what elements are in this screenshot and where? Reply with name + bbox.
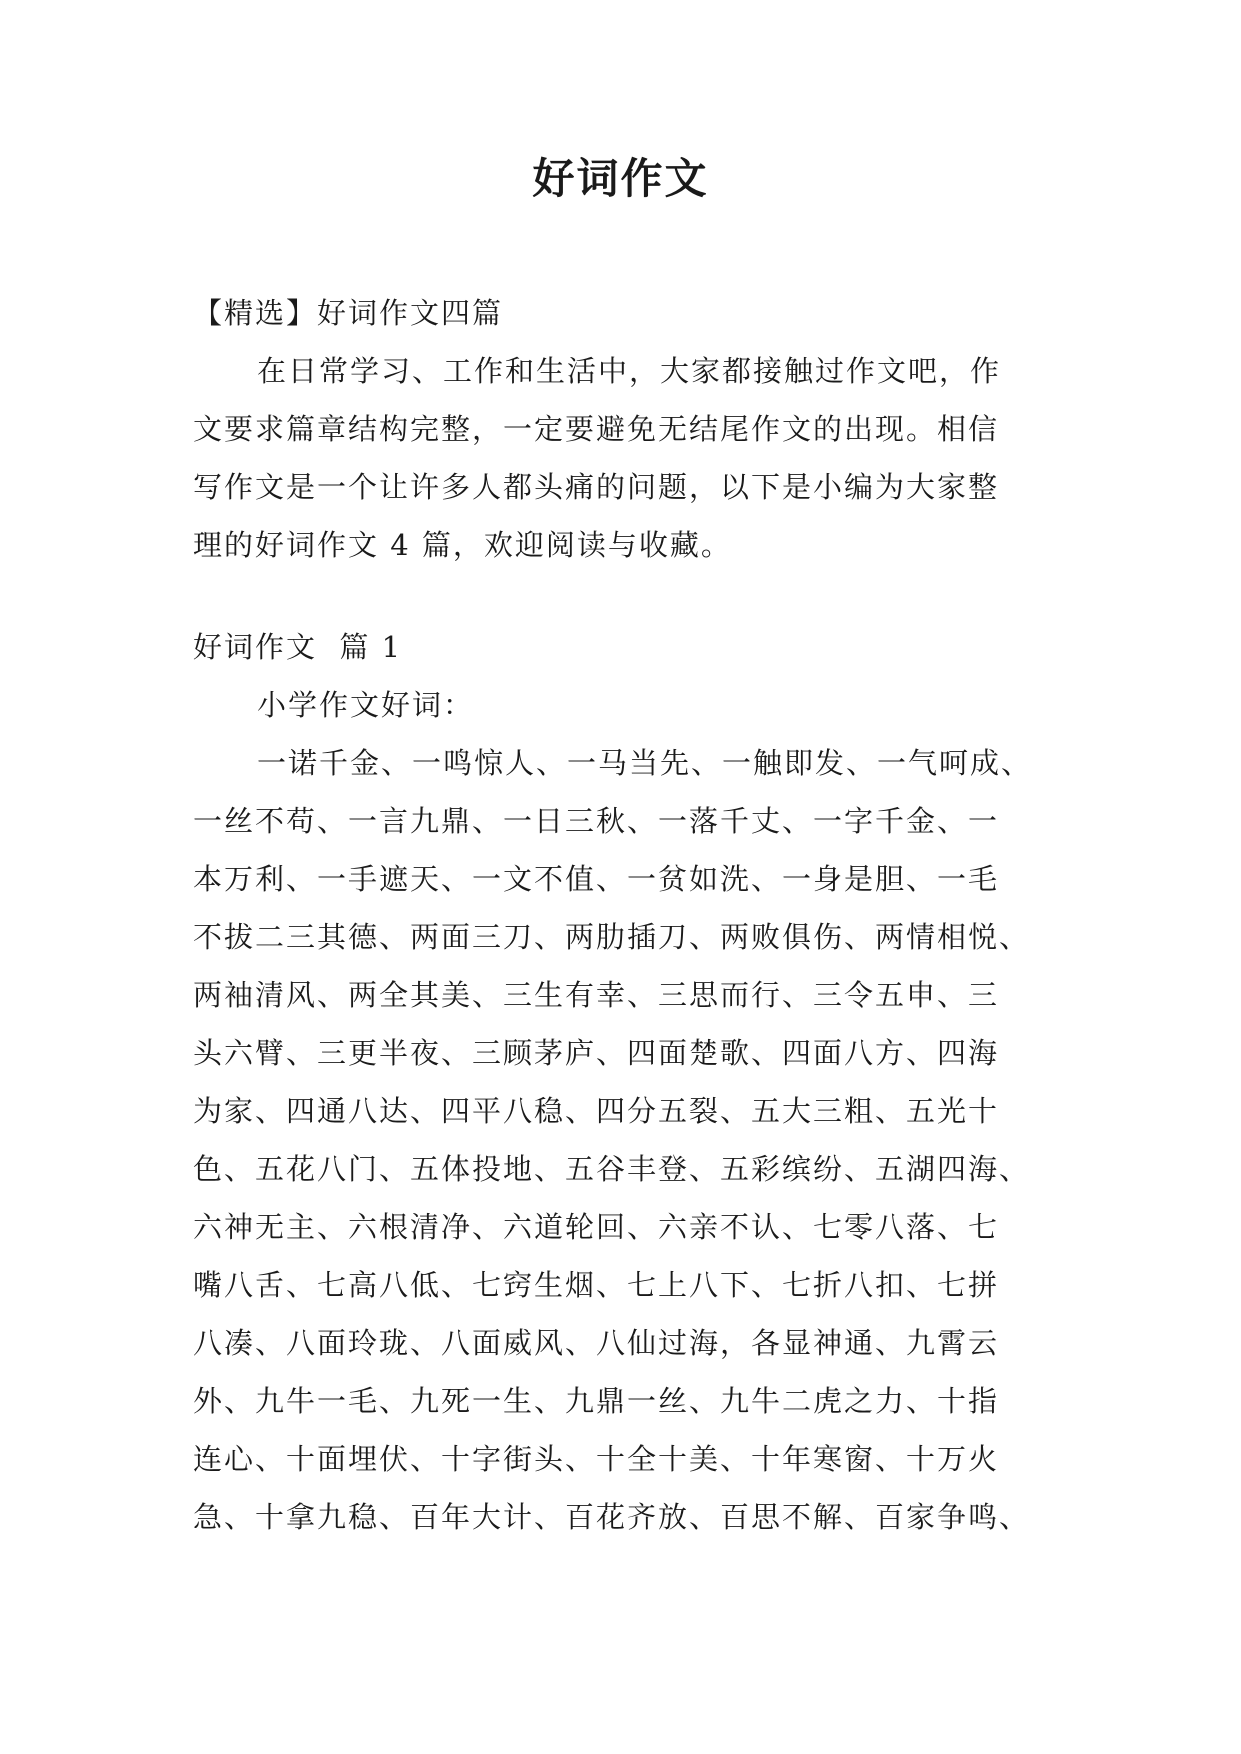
intro-line: 写作文是一个让许多人都头痛的问题，以下是小编为大家整 bbox=[193, 470, 1000, 504]
word-line: 本万利、一手遮天、一文不值、一贫如洗、一身是胆、一毛 bbox=[193, 862, 1000, 896]
section-label: 小学作文好词： bbox=[257, 688, 475, 722]
word-line: 为家、四通八达、四平八稳、四分五裂、五大三粗、五光十 bbox=[193, 1094, 1000, 1128]
section-heading: 好词作文 篇 1 bbox=[193, 630, 403, 664]
word-line: 两袖清风、两全其美、三生有幸、三思而行、三令五申、三 bbox=[193, 978, 1000, 1012]
intro-line: 文要求篇章结构完整，一定要避免无结尾作文的出现。相信 bbox=[193, 412, 1000, 446]
intro-line: 理的好词作文 4 篇，欢迎阅读与收藏。 bbox=[193, 528, 732, 562]
word-line: 连心、十面埋伏、十字街头、十全十美、十年寒窗、十万火 bbox=[193, 1442, 1000, 1476]
word-line: 头六臂、三更半夜、三顾茅庐、四面楚歌、四面八方、四海 bbox=[193, 1036, 1000, 1070]
word-line: 色、五花八门、五体投地、五谷丰登、五彩缤纷、五湖四海、 bbox=[193, 1152, 1031, 1186]
intro-paragraph bbox=[193, 342, 1053, 574]
document-title: 好词作文 bbox=[532, 154, 709, 203]
document-subtitle: 【精选】好词作文四篇 bbox=[193, 296, 504, 330]
word-line: 八凑、八面玲珑、八面威风、八仙过海，各显神通、九霄云 bbox=[193, 1326, 1000, 1360]
document-body bbox=[193, 284, 1053, 1546]
word-line: 外、九牛一毛、九死一生、九鼎一丝、九牛二虎之力、十指 bbox=[193, 1384, 1000, 1418]
word-list-paragraph bbox=[193, 734, 1053, 1546]
word-line: 六神无主、六根清净、六道轮回、六亲不认、七零八落、七 bbox=[193, 1210, 1000, 1244]
word-line: 嘴八舌、七高八低、七窍生烟、七上八下、七折八扣、七拼 bbox=[193, 1268, 1000, 1302]
word-line: 一诺千金、一鸣惊人、一马当先、一触即发、一气呵成、 bbox=[257, 746, 1033, 780]
word-line: 急、十拿九稳、百年大计、百花齐放、百思不解、百家争鸣、 bbox=[193, 1500, 1031, 1534]
intro-line: 在日常学习、工作和生活中，大家都接触过作文吧，作 bbox=[257, 354, 1002, 388]
word-line: 一丝不苟、一言九鼎、一日三秋、一落千丈、一字千金、一 bbox=[193, 804, 1000, 838]
word-line: 不拔二三其德、两面三刀、两肋插刀、两败俱伤、两情相悦、 bbox=[193, 920, 1031, 954]
